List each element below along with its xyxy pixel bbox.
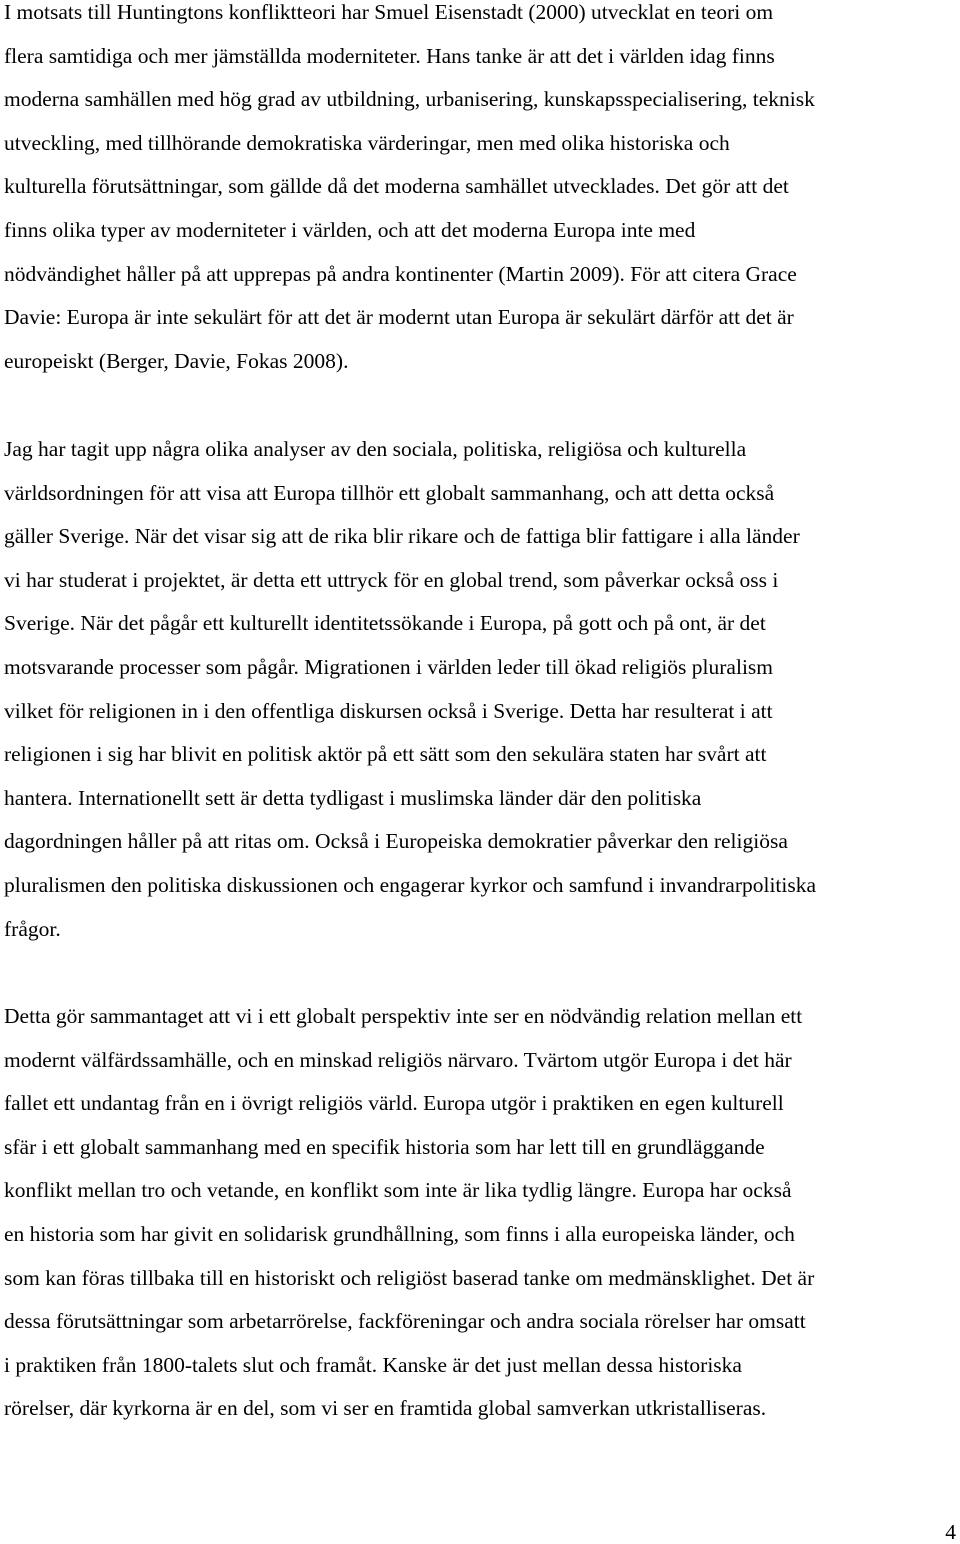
text-line: utveckling, med tillhörande demokratiska värderingar, men med olika historiska och xyxy=(4,130,730,155)
text-line: världsordningen för att visa att Europa tillhör ett globalt sammanhang, och att detta också xyxy=(4,480,775,505)
text-line: Detta gör sammantaget att vi i ett globalt perspektiv inte ser en nödvändig relation mellan ett xyxy=(4,1004,803,1028)
text-line: moderna samhällen med hög grad av utbildning, urbanisering, kunskapsspecialisering, teknisk xyxy=(4,87,815,112)
text-line: Davie: Europa är inte sekulärt för att det är modernt utan Europa är sekulärt därför att det är xyxy=(4,305,794,330)
text-line: modernt välfärdssamhälle, och en minskad religiös närvaro. Tvärtom utgör Europa i det här xyxy=(4,1047,792,1072)
text-line: en historia som har givit en solidarisk grundhållning, som finns i alla europeiska länder, och xyxy=(4,1221,795,1246)
text-line: sfär i ett globalt sammanhang med en specifik historia som har lett till en grundläggande xyxy=(4,1134,765,1159)
text-line: hantera. Internationellt sett är detta tydligast i muslimska länder där den politiska xyxy=(4,785,702,810)
text-line: finns olika typer av moderniteter i världen, och att det moderna Europa inte med xyxy=(4,217,696,242)
text-line: pluralismen den politiska diskussionen och engagerar kyrkor och samfund i invandrarpolitiska xyxy=(4,872,817,897)
text-line: Sverige. När det pågår ett kulturellt identitetssökande i Europa, på gott och på ont, är det xyxy=(4,611,766,636)
text-line: rörelser, där kyrkorna är en del, som vi ser en framtida global samverkan utkristalliseras. xyxy=(4,1396,767,1421)
text-line: vilket för religionen in i den offentliga diskursen också i Sverige. Detta har resulterat i att xyxy=(4,698,773,723)
text-line: som kan föras tillbaka till en historiskt och religiöst baserad tanke om medmänsklighet. Det är xyxy=(4,1265,815,1290)
text-line: I motsats till Huntingtons konfliktteori har Smuel Eisenstadt (2000) utvecklat en teori om xyxy=(4,0,774,24)
text-line: Jag har tagit upp några olika analyser av den sociala, politiska, religiösa och kulturella xyxy=(4,437,747,461)
text-line: dessa förutsättningar som arbetarrörelse, fackföreningar och andra sociala rörelser har omsatt xyxy=(4,1309,806,1334)
paragraph-1 xyxy=(4,0,960,392)
text-line: vi har studerat i projektet, är detta ett uttryck för en global trend, som påverkar också oss i xyxy=(4,567,779,592)
paragraph-3 xyxy=(4,1004,960,1440)
text-line: flera samtidiga och mer jämställda moderniteter. Hans tanke är att det i världen idag finns xyxy=(4,43,775,68)
text-line: fallet ett undantag från en i övrigt religiös värld. Europa utgör i praktiken en egen kulturell xyxy=(4,1091,784,1116)
text-line: konflikt mellan tro och vetande, en konflikt som inte är lika tydlig längre. Europa har också xyxy=(4,1178,792,1203)
text-line: europeiskt (Berger, Davie, Fokas 2008). xyxy=(4,348,349,373)
text-line: nödvändighet håller på att upprepas på andra kontinenter (Martin 2009). För att citera Grace xyxy=(4,261,797,286)
text-line: frågor. xyxy=(4,916,61,941)
text-line: motsvarande processer som pågår. Migrationen i världen leder till ökad religiös pluralism xyxy=(4,654,774,679)
text-line: dagordningen håller på att ritas om. Också i Europeiska demokratier påverkar den religiösa xyxy=(4,829,788,854)
text-line: kulturella förutsättningar, som gällde då det moderna samhället utvecklades. Det gör att det xyxy=(4,174,789,199)
page-number: 4 xyxy=(945,1520,956,1544)
text-line: gäller Sverige. När det visar sig att de rika blir rikare och de fattiga blir fattigare i alla länder xyxy=(4,524,800,549)
text-line: religionen i sig har blivit en politisk aktör på ett sätt som den sekulära staten har svårt att xyxy=(4,742,767,767)
paragraph-2 xyxy=(4,437,960,960)
text-line: i praktiken från 1800-talets slut och framåt. Kanske är det just mellan dessa historiska xyxy=(4,1352,742,1377)
